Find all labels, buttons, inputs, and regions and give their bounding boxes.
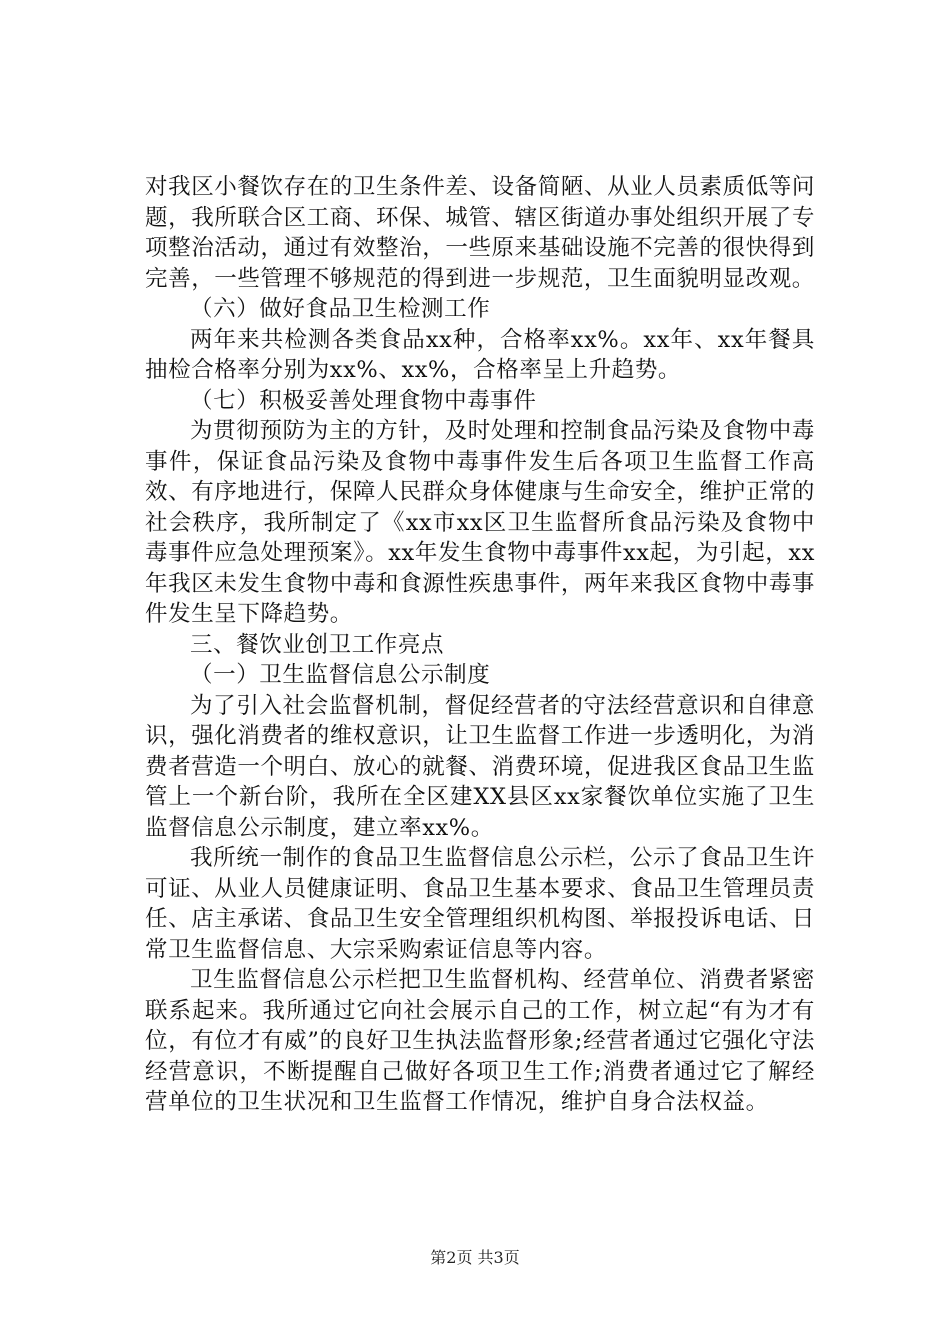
paragraph: 为贯彻预防为主的方针，及时处理和控制食品污染及食物中毒事件，保证食品污染及食物中毒事件发生后各项卫生监督工作高效、有序地进行，保障人民群众身体健康与生命安全，维护正常的社会秩序，我所制定了《xx市xx区卫生监督所食品污染及食物中毒事件应急处理预案》。xx年发生食物中毒事件xx起，为引起，xx年我区未发生食物中毒和食源性疾患事件，两年来我区食物中毒事件发生呈下降趋势。	[145, 418, 815, 627]
paragraph: 我所统一制作的食品卫生监督信息公示栏，公示了食品卫生许可证、从业人员健康证明、食品卫生基本要求、食品卫生管理员责任、店主承诺、食品卫生安全管理组织机构图、举报投诉电话、日常卫生监督信息、大宗采购索证信息等内容。	[145, 845, 815, 963]
paragraph: 卫生监督信息公示栏把卫生监督机构、经营单位、消费者紧密联系起来。我所通过它向社会展示自己的工作，树立起“有为才有位，有位才有威”的良好卫生执法监督形象;经营者通过它强化守法经营意识，不断提醒自己做好各项卫生工作;消费者通过它了解经营单位的卫生状况和卫生监督工作情况，维护自身合法权益。	[145, 967, 815, 1115]
document-body	[145, 172, 815, 1118]
section-heading: （一）卫生监督信息公示制度	[190, 662, 491, 688]
paragraph: 对我区小餐饮存在的卫生条件差、设备简陋、从业人员素质低等问题，我所联合区工商、环保、城管、辖区街道办事处组织开展了专项整治活动，通过有效整治，一些原来基础设施不完善的很快得到完善，一些管理不够规范的得到进一步规范，卫生面貌明显改观。	[145, 174, 815, 292]
section-heading: 三、餐饮业创卫工作亮点	[190, 631, 445, 658]
page-footer: 第2页 共3页	[430, 1248, 520, 1267]
paragraph: 两年来共检测各类食品xx种，合格率xx%。xx年、xx年餐具抽检合格率分别为xx%、xx%，合格率呈上升趋势。	[145, 326, 815, 383]
section-heading: （六）做好食品卫生检测工作	[190, 296, 491, 322]
paragraph: 为了引入社会监督机制，督促经营者的守法经营意识和自律意识，强化消费者的维权意识，让卫生监督工作进一步透明化，为消费者营造一个明白、放心的就餐、消费环境，促进我区食品卫生监管上一个新台阶，我所在全区建XX县区xx家餐饮单位实施了卫生监督信息公示制度，建立率xx%。	[145, 692, 815, 841]
section-heading: （七）积极妥善处理食物中毒事件	[190, 387, 537, 414]
